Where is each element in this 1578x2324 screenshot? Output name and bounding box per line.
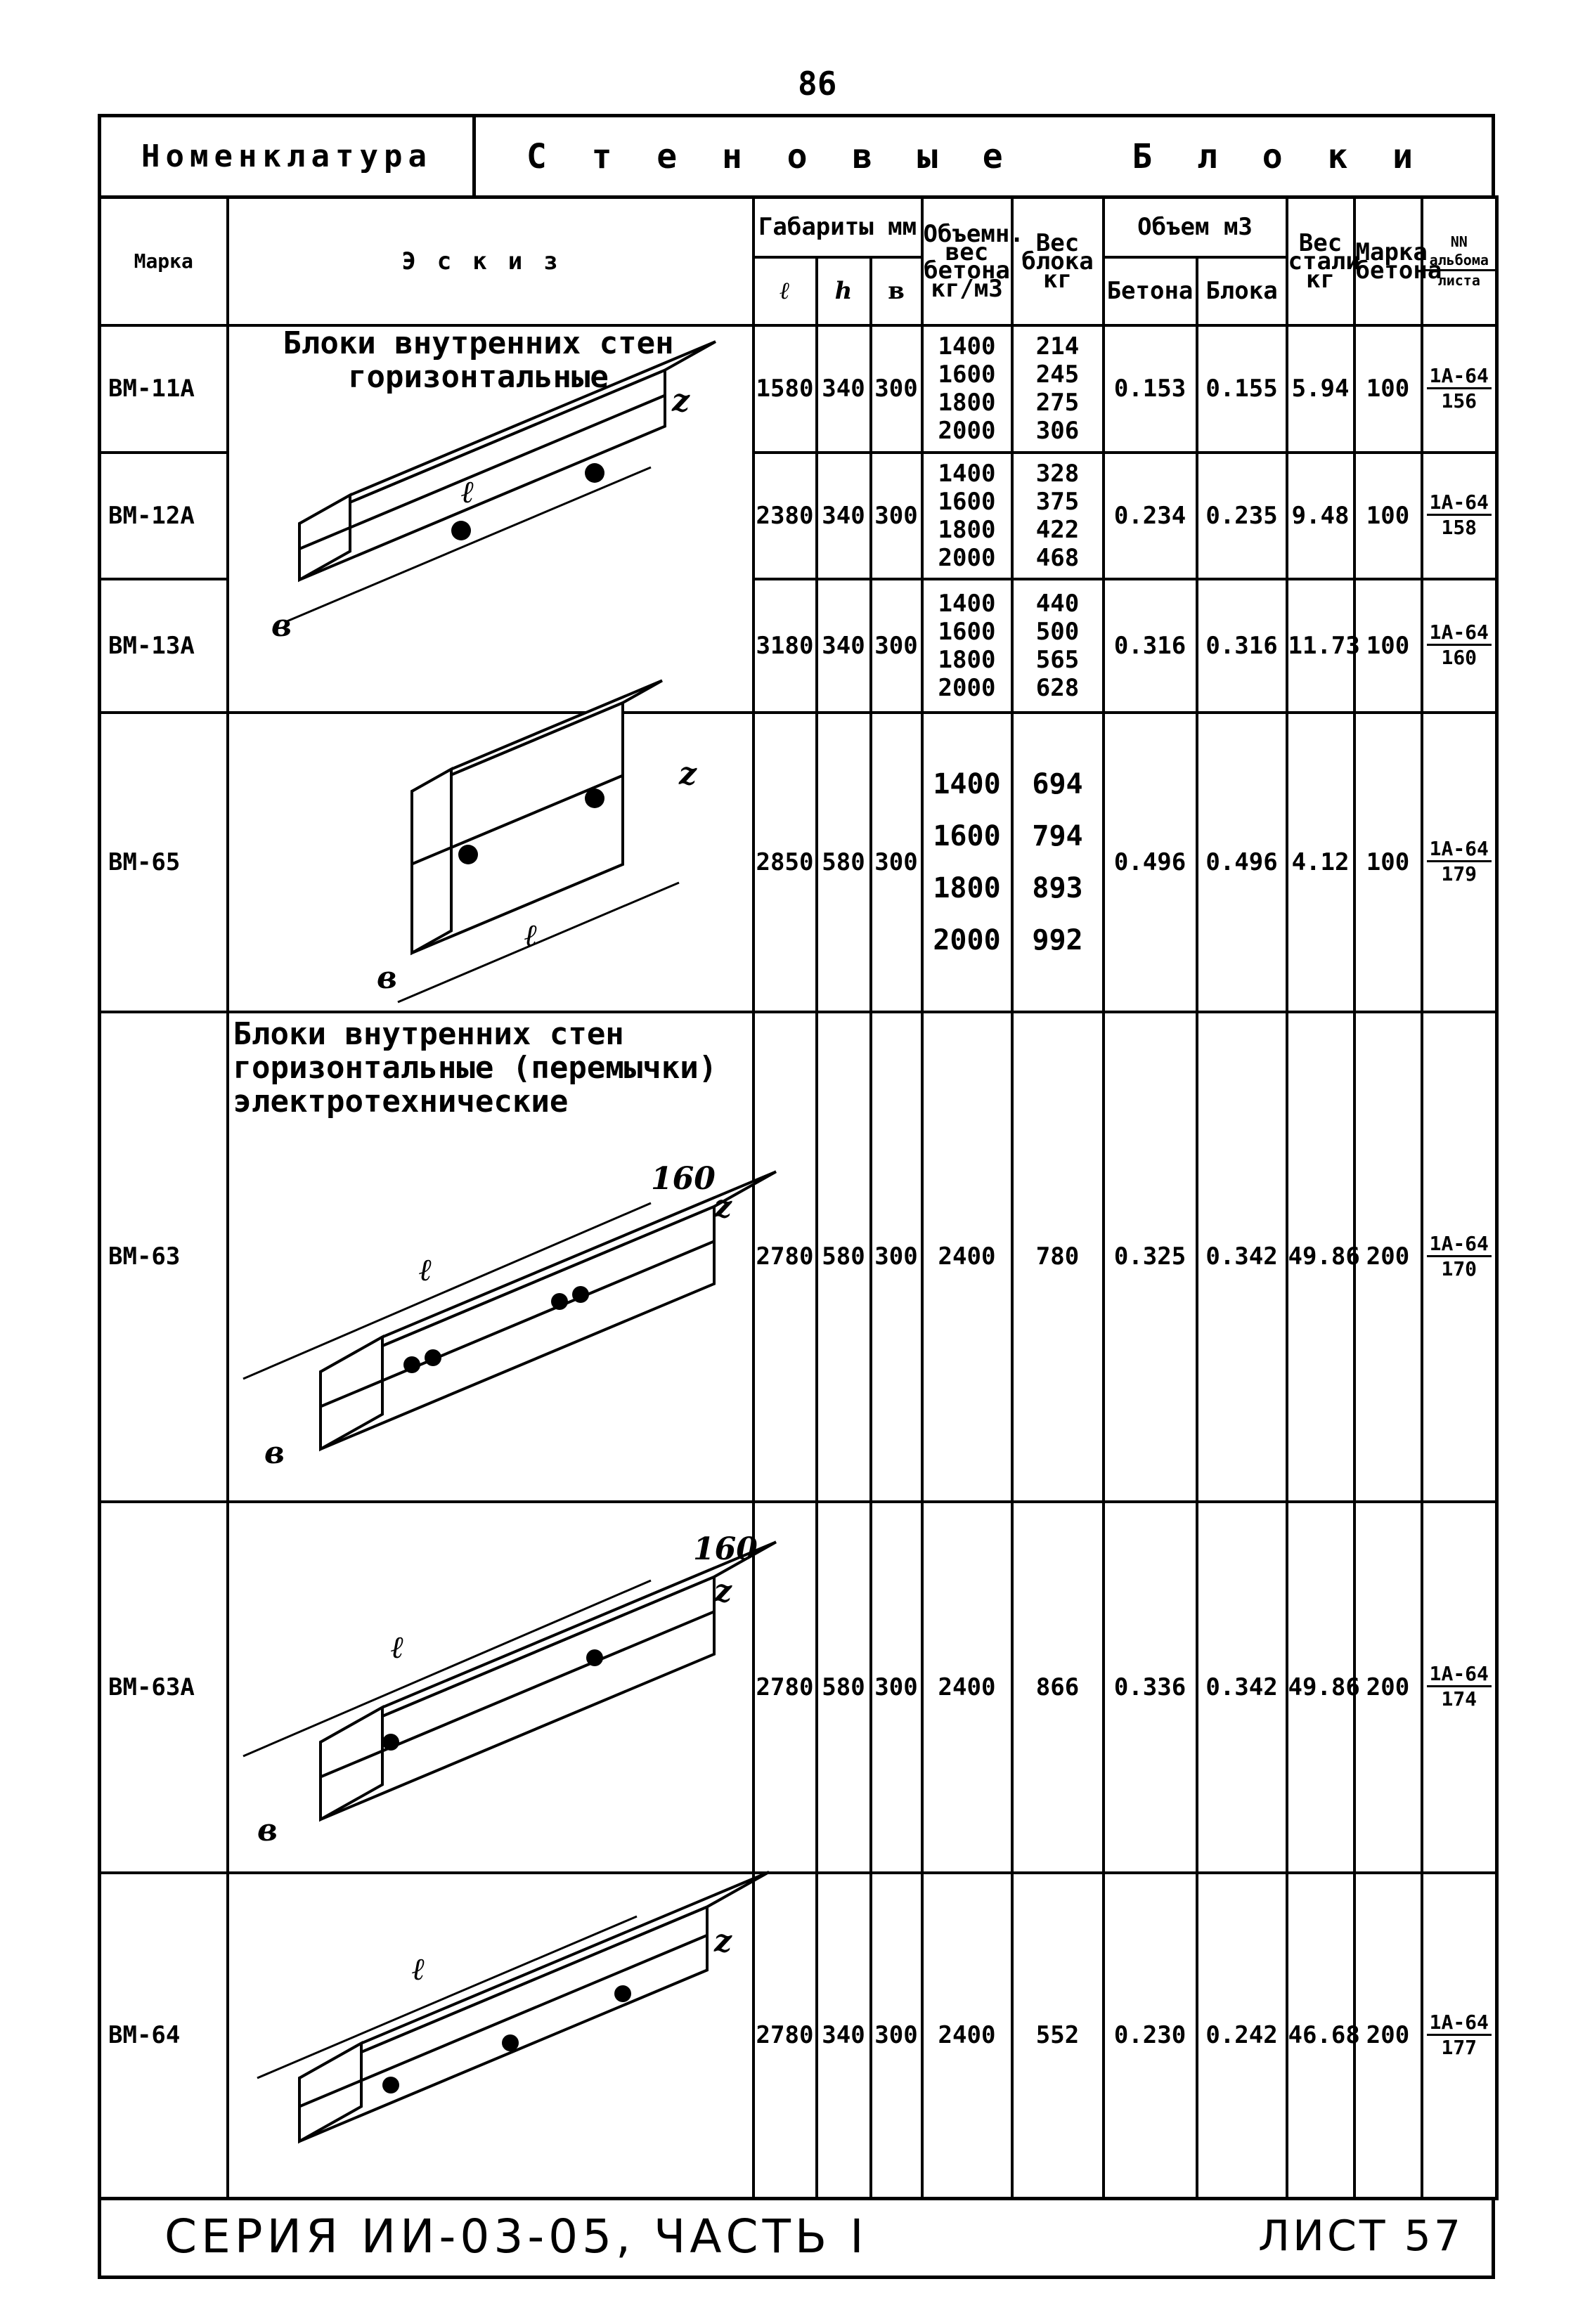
sketch-dim-label: ℓ <box>390 1629 404 1666</box>
row-b: 300 <box>871 713 922 1012</box>
header-dims: Габариты мм <box>754 197 922 257</box>
row-mark: ВМ-65 <box>100 713 228 1012</box>
row-l: 3180 <box>754 579 817 713</box>
header-b: в <box>871 257 922 325</box>
density-value: 1400 <box>933 767 1001 800</box>
row-l: 2850 <box>754 713 817 1012</box>
row-steel: 9.48 <box>1287 453 1354 579</box>
sheet-number: 160 <box>1441 646 1477 669</box>
row-weight <box>1012 325 1104 453</box>
row-b: 300 <box>871 1502 922 1873</box>
header-l: ℓ <box>754 257 817 325</box>
row-grade: 200 <box>1354 1012 1422 1502</box>
row-l: 2780 <box>754 1873 817 2199</box>
row-b: 300 <box>871 1873 922 2199</box>
title-letter: к <box>1327 136 1376 176</box>
sheet-number: 156 <box>1441 389 1477 413</box>
density-value: 2400 <box>938 1242 996 1271</box>
row-mark: ВМ-63 <box>100 1012 228 1502</box>
weight-value: 780 <box>1035 1242 1080 1271</box>
footer <box>98 2197 1495 2279</box>
weight-value: 500 <box>1035 617 1080 646</box>
sheet-number: 179 <box>1441 862 1477 885</box>
sheet-number: 170 <box>1441 1257 1477 1280</box>
sketch-cell <box>228 325 754 713</box>
header-grade: Марка бетона <box>1354 197 1422 325</box>
row-vol-block: 0.155 <box>1197 325 1287 453</box>
sketch-cell <box>228 713 754 1012</box>
sheet-number: 158 <box>1441 516 1477 539</box>
density-value: 1600 <box>938 487 996 516</box>
block-sketch-bm63a <box>229 1503 758 1874</box>
row-h: 580 <box>817 713 871 1012</box>
weight-value: 375 <box>1035 487 1080 516</box>
row-steel: 11.73 <box>1287 579 1354 713</box>
sketch-dim-label: z <box>713 1573 732 1609</box>
header-sheet: листа <box>1437 272 1480 290</box>
row-h: 340 <box>817 453 871 579</box>
sketch-cell <box>228 1502 758 1873</box>
density-value: 1400 <box>938 459 996 488</box>
row-vol-block: 0.342 <box>1197 1012 1287 1502</box>
sketch-dim-label: в <box>257 1812 278 1848</box>
table-row <box>100 1012 1497 1502</box>
row-vol-block: 0.342 <box>1197 1502 1287 1873</box>
row-weight <box>1012 1873 1104 2199</box>
row-l: 2780 <box>754 1012 817 1502</box>
weight-value: 565 <box>1035 645 1080 674</box>
row-album-sheet <box>1422 1012 1497 1502</box>
row-grade: 100 <box>1354 579 1422 713</box>
sheet-number: 177 <box>1441 2035 1477 2059</box>
row-density <box>922 1873 1012 2199</box>
title-letter: ы <box>917 136 966 176</box>
row-b: 300 <box>871 325 922 453</box>
row-steel: 5.94 <box>1287 325 1354 453</box>
density-value: 1800 <box>933 871 1001 904</box>
title-letter: е <box>982 136 1031 176</box>
sheet-number: 174 <box>1441 1687 1477 1710</box>
header-vol-concrete: Бетона <box>1104 257 1197 325</box>
weight-value: 992 <box>1032 923 1083 956</box>
row-album-sheet <box>1422 713 1497 1012</box>
row-steel: 4.12 <box>1287 713 1354 1012</box>
row-b: 300 <box>871 453 922 579</box>
density-value: 2000 <box>938 673 996 702</box>
row-l: 1580 <box>754 325 817 453</box>
table-row <box>100 713 1497 1012</box>
title-letter: т <box>591 136 640 176</box>
row-mark: ВМ-11А <box>100 325 228 453</box>
title-letter: н <box>721 136 770 176</box>
title-letter: о <box>1262 136 1311 176</box>
weight-value: 893 <box>1032 871 1083 904</box>
sketch-dim-label: ℓ <box>460 474 474 510</box>
title-letter: С <box>526 136 575 176</box>
row-weight <box>1012 713 1104 1012</box>
title-letter: е <box>657 136 706 176</box>
row-grade: 100 <box>1354 713 1422 1012</box>
row-density <box>922 579 1012 713</box>
title-letter: и <box>1392 136 1442 176</box>
weight-value: 628 <box>1035 673 1080 702</box>
sketch-dim-label: в <box>376 959 397 996</box>
row-b: 300 <box>871 579 922 713</box>
album-number: 1А-64 <box>1427 2011 1492 2036</box>
album-number: 1А-64 <box>1427 837 1492 862</box>
row-vol-block: 0.316 <box>1197 579 1287 713</box>
header-steel: Вес стали кг <box>1287 197 1354 325</box>
sketch-cell <box>228 1873 754 2199</box>
block-sketch-bm65 <box>229 714 755 1013</box>
density-value: 2400 <box>938 1673 996 1701</box>
album-number: 1А-64 <box>1427 1662 1492 1687</box>
density-value: 2000 <box>933 923 1001 956</box>
weight-value: 306 <box>1035 417 1080 445</box>
density-value: 1600 <box>938 361 996 389</box>
row-vol-concrete: 0.496 <box>1104 713 1197 1012</box>
row-vol-concrete: 0.234 <box>1104 453 1197 579</box>
header-album-sheet <box>1422 197 1497 325</box>
row-weight <box>1012 453 1104 579</box>
row-vol-block: 0.235 <box>1197 453 1287 579</box>
header-density: Объемн. вес бетона кг/м3 <box>922 197 1012 325</box>
row-grade: 100 <box>1354 453 1422 579</box>
document-title <box>476 117 1492 195</box>
row-vol-concrete: 0.230 <box>1104 1873 1197 2199</box>
table-row <box>100 1502 1497 1873</box>
header-sketch: Эскиз <box>228 197 754 325</box>
header-h: h <box>817 257 871 325</box>
weight-value: 422 <box>1035 515 1080 544</box>
row-mark: ВМ-63А <box>100 1502 228 1873</box>
album-number: 1А-64 <box>1427 621 1492 646</box>
row-album-sheet <box>1422 1502 1497 1873</box>
weight-value: 440 <box>1035 589 1080 618</box>
row-grade: 200 <box>1354 1502 1422 1873</box>
row-density <box>922 1502 1012 1873</box>
density-value: 2400 <box>938 2021 996 2050</box>
block-sketch-horizontal <box>229 327 755 714</box>
weight-value: 794 <box>1032 819 1083 852</box>
row-vol-block: 0.242 <box>1197 1873 1287 2199</box>
row-mark: ВМ-13А <box>100 579 228 713</box>
row-weight <box>1012 1012 1104 1502</box>
row-album-sheet <box>1422 453 1497 579</box>
row-density <box>922 1012 1012 1502</box>
sheet-label: ЛИСТ 57 <box>1258 2212 1463 2261</box>
group-title: Блоки внутренних стен горизонтальные (перемычки) электротехнические <box>233 1015 718 1119</box>
title-letter: о <box>787 136 836 176</box>
title-bar <box>98 114 1495 195</box>
row-l: 2780 <box>754 1502 817 1873</box>
row-h: 340 <box>817 325 871 453</box>
sketch-dim-label: z <box>678 755 697 792</box>
row-density <box>922 453 1012 579</box>
row-mark: ВМ-12А <box>100 453 228 579</box>
density-value: 1600 <box>933 819 1001 852</box>
sketch-dim-label: z <box>713 1188 732 1225</box>
row-vol-concrete: 0.325 <box>1104 1012 1197 1502</box>
page-number: 86 <box>798 65 837 103</box>
density-value: 2000 <box>938 543 996 572</box>
sketch-dim-label: ℓ <box>418 1252 432 1288</box>
weight-value: 468 <box>1035 543 1080 572</box>
row-grade: 200 <box>1354 1873 1422 2199</box>
row-vol-concrete: 0.153 <box>1104 325 1197 453</box>
weight-value: 245 <box>1035 361 1080 389</box>
sketch-dim-label: 160 <box>650 1160 716 1197</box>
density-value: 1600 <box>938 617 996 646</box>
density-value: 1400 <box>938 589 996 618</box>
density-value: 1800 <box>938 515 996 544</box>
row-h: 580 <box>817 1502 871 1873</box>
row-mark: ВМ-64 <box>100 1873 228 2199</box>
sketch-cell <box>228 1012 754 1502</box>
row-grade: 100 <box>1354 325 1422 453</box>
title-letter: Б <box>1132 136 1181 176</box>
group-title: Блоки внутренних стен горизонтальные <box>283 325 674 395</box>
sketch-dim-label: в <box>264 1434 285 1471</box>
row-steel: 49.86 <box>1287 1012 1354 1502</box>
row-h: 340 <box>817 579 871 713</box>
weight-value: 214 <box>1035 332 1080 361</box>
row-density <box>922 713 1012 1012</box>
density-value: 1400 <box>938 332 996 361</box>
weight-value: 552 <box>1035 2021 1080 2050</box>
title-letter: л <box>1197 136 1246 176</box>
table-row <box>100 1873 1497 2199</box>
table-row <box>100 325 1497 453</box>
block-sketch-bm64 <box>229 1874 755 2200</box>
row-album-sheet <box>1422 1873 1497 2199</box>
density-value: 1800 <box>938 389 996 417</box>
header-vol-block: Блока <box>1197 257 1287 325</box>
weight-value: 866 <box>1035 1673 1080 1701</box>
row-h: 340 <box>817 1873 871 2199</box>
header-weight: Вес блока кг <box>1012 197 1104 325</box>
sketch-dim-label: в <box>271 607 292 644</box>
weight-value: 275 <box>1035 389 1080 417</box>
row-weight <box>1012 1502 1104 1873</box>
row-steel: 49.86 <box>1287 1502 1354 1873</box>
row-b: 300 <box>871 1012 922 1502</box>
sketch-dim-label: ℓ <box>524 917 538 954</box>
header-mark: Марка <box>100 197 228 325</box>
row-vol-concrete: 0.336 <box>1104 1502 1197 1873</box>
row-album-sheet <box>1422 325 1497 453</box>
row-album-sheet <box>1422 579 1497 713</box>
header-volume: Объем м3 <box>1104 197 1287 257</box>
density-value: 1800 <box>938 645 996 674</box>
album-number: 1А-64 <box>1427 1232 1492 1257</box>
sketch-dim-label: z <box>713 1923 732 1959</box>
album-number: 1А-64 <box>1427 491 1492 516</box>
row-steel: 46.68 <box>1287 1873 1354 2199</box>
nomenclature-label: Номенклатура <box>101 117 476 195</box>
sketch-dim-label: ℓ <box>411 1951 425 1987</box>
series-label: СЕРИЯ ИИ-03-05, ЧАСТЬ I <box>164 2209 868 2264</box>
header-album: NN альбома <box>1423 233 1496 271</box>
title-letter: в <box>852 136 901 176</box>
row-weight <box>1012 579 1104 713</box>
row-l: 2380 <box>754 453 817 579</box>
density-value: 2000 <box>938 417 996 445</box>
row-h: 580 <box>817 1012 871 1502</box>
weight-value: 694 <box>1032 767 1083 800</box>
weight-value: 328 <box>1035 459 1080 488</box>
row-density <box>922 325 1012 453</box>
blocks-table <box>98 195 1499 2200</box>
row-vol-block: 0.496 <box>1197 713 1287 1012</box>
row-vol-concrete: 0.316 <box>1104 579 1197 713</box>
sketch-dim-label: 160 <box>692 1531 758 1567</box>
sketch-dim-label: z <box>671 382 690 419</box>
album-number: 1А-64 <box>1427 364 1492 389</box>
